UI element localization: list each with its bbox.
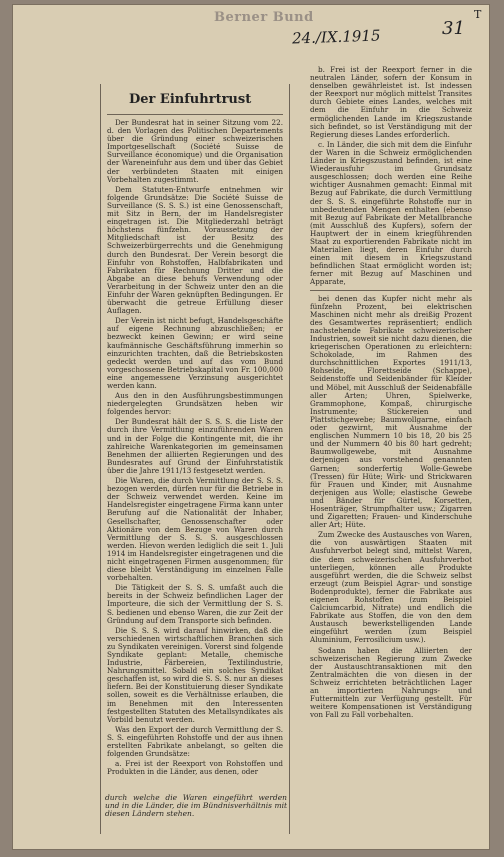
paragraph: Zum Zwecke des Austausches von Waren, die von auswärtigen Staaten mit Ausfuhrverbot belegt sind, mittelst Waren, die dem schweizerischen Ausfuhrverbot unterliegen, können alle Produkte ausgeführt werden, die die Schweiz selbst erzeugt (zum Beispiel Agrar- und sonstige Bodenprodukte), ferner die Fabrikate aus eigenen Rohstoffen (zum Beispiel Calciumcarbid, Nitrate) und endlich die Fabrikate aus Stoffen, die von den dem Austausch bewerkstelligenden Lande eingeführt werden (zum Beispiel Aluminium, Ferrosilicium usw.). (310, 530, 472, 645)
paragraph: bei denen das Kupfer nicht mehr als fünfzehn Prozent, bei elektrischen Maschinen nicht mehr als dreißig Prozent des Gesamtwertes repräsentiert; endlich nachstehende Fabrikate schweizerischer Industrien, soweit sie nicht dazu dienen, die kriegerischen Operationen zu erleichtern: Schokolade, im Rahmen des durchschnittlichen Exportes 1911/13, Rohseide, Florettseide (Schappe), Seidenstoffe und Seidenbänder für Kleider und Möbel, mit Ausschluß der Seidenabfälle aller Arten; Uhren, Spielwerke, Grammophone, Kompaß, chirurgische Instrumente; Stickereien und Plattstichgewebe; Baumwollgarne, einfach oder gezwirnt, mit Ausnahme der englischen Nummern 10 bis 18, 20 bis 25 und der Nummern 40 bis 80 hart gedreht; Baumwollgewebe, mit Ausnahme derjenigen aus vorstehend genannten Garnen; sonderfertig Wolle-Gewebe (Tressen) für Hüte; Wirk- und Strickwaren für Frauen und Kinder, mit Ausnahme derjenigen aus Wolle; elastische Gewebe und Bänder für Gürtel, Korsetten, Hosenträger, Strumpfhalter usw.; Zigarren und Zigaretten; Frauen- und Kinderschuhe aller Art; Hüte. (310, 293, 472, 530)
paragraph: Die Waren, die durch Vermittlung der S. S. S. bezogen werden, dürfen nur für die Betriebe in der Schweiz verwendet werden. Keine im Handelsregister eingetragene Firma kann unter Berufung auf die Nationalität der Inhaber, Gesellschafter, Genossenschafter oder Aktionäre von dem Bezuge von Waren durch Vermittlung der S. S. S. ausgeschlossen werden. Hievon werden lediglich die seit 1. Juli 1914 im Handelsregister eingetragenen und die nicht eingetragenen Firmen ausgenommen; für diese bleibt Verständigung im einzelnen Falle vorbehalten. (107, 476, 283, 583)
paragraph: Der Bundesrat hält der S. S. S. die Liste der durch ihre Vermittlung einzuführenden Waren und in der Folge die Kontingente mit, die ihr zahlreiche Warenkategorien im gemeinsamen Benehmen der alliierten Regierungen und des Bundesrates auf Grund der Einfuhrstatistik über die Jahre 1911/13 festgesetzt werden. (107, 417, 283, 475)
paragraph: Was den Export der durch Vermittlung der S. S. S. eingeführten Rohstoffe und der aus ihnen erstellten Fabrikate anbelangt, so gelten die folgenden Grundsätze: (107, 724, 283, 759)
article-right-column (306, 65, 476, 720)
paragraph: Die S. S. S. wird darauf hinwirken, daß die verschiedenen wirtschaftlichen Branchen sich zu Syndikaten vereinigen. Vorerst sind folgende Syndikate geplant: Metalle, chemische Industrie, Färbereien, Textilindustrie, Nahrungsmittel. Sobald ein solches Syndikat geschaffen ist, so wird die S. S. S. nur an dieses liefern. Bei der Konstituierung dieser Syndikate sollen, soweit es die Verhältnisse erlauben, die im Benehmen mit den Interessenten festgestellten Statuten des Metallsyndikates als Vorbild benutzt werden. (107, 625, 283, 724)
newspaper-clipping (12, 4, 490, 850)
paragraph: Der Bundesrat hat in seiner Sitzung vom 22. d. den Vorlagen des Politischen Departements über die Gründung einer schweizerischen Importgesellschaft (Société Suisse de Surveillance économique) und die Organisation der Wareneinfuhr aus dem und über das Gebiet der verbündeten Staaten mit einigen Vorbehalten zugestimmt. (107, 118, 283, 184)
handwritten-continuation: durch welche die Waren eingeführt werden und in die Länder, die im Bündnisverhältnis mit diesen Ländern stehen. (105, 793, 287, 819)
title-divider (107, 114, 283, 115)
page-mark: T (474, 8, 482, 21)
article-title: Der Einfuhrtrust (129, 92, 252, 107)
masthead-stamp: Berner Bund (214, 10, 314, 25)
paragraph: c. In Länder, die sich mit dem die Einfuhr der Waren in die Schweiz ermöglichenden Länder in Kriegszustand befinden, ist eine Wiederausfuhr im Grundsatz ausgeschlossen; doch werden eine Reihe wichtiger Ausnahmen gemacht: Einmal mit Bezug auf Fabrikate, die durch Vermittlung der S. S. S. eingeführte Rohstoffe nur in unbedeutenden Mengen enthalten (ebenso mit Bezug auf Fabrikate der Metallbranche (mit Ausschluß des Kupfers), sofern der Hauptwert der in einem kriegführenden Staat zu exportierenden Fabrikate nicht im Materialien liegt, deren Einfuhr durch einen mit diesem in Kriegszustand befindlichen Staat ermöglicht worden ist; ferner mit Bezug auf Maschinen und Apparate, (310, 139, 472, 287)
paragraph: Aus den in den Ausführungsbestimmungen niedergelegten Grundsätzen heben wir folgendes hervor: (107, 391, 283, 417)
paragraph: a. Frei ist der Reexport von Rohstoffen und Produkten in die Länder, aus denen, oder (107, 759, 283, 777)
paragraph: b. Frei ist der Reexport ferner in die neutralen Länder, sofern der Konsum in denselben gewährleistet ist. Ist indessen der Reexport nur möglich mittelst Transites durch Gebiete eines Landes, welches mit dem die Einfuhr in die Schweiz ermöglichenden Lande im Kriegszustande sich befindet, so ist Verständigung mit der Regierung dieses Landes erforderlich. (310, 65, 472, 139)
clipping-header (12, 4, 490, 64)
article-left-column (100, 84, 290, 834)
paragraph: Sodann haben die Alliierten der schweizerischen Regierung zum Zwecke der Austauschtransaktionen mit den Zentralmächten die von diesen in der Schweiz errichteten beträchtlichen Lager an importierten Nahrungs- und Futtermitteln zur Verfügung gestellt. Für weitere Kompensationen ist Verständigung von Fall zu Fall vorbehalten. (310, 645, 472, 720)
handwritten-date: 24./IX.1915 (291, 26, 381, 48)
paragraph: Dem Statuten-Entwurfe entnehmen wir folgende Grundsätze: Die Société Suisse de Surveillance (S. S. S.) ist eine Genossenschaft, mit Sitz in Bern, der im Handelsregister eingetragen ist. Die Mitgliederzahl beträgt höchstens fünfzehn. Voraussetzung der Mitgliedschaft ist der Besitz des Schweizerbürgerrechts und die Genehmigung durch den Bundesrat. Der Verein besorgt die Einfuhr von Rohstoffen, Halbfabrikaten und Fabrikaten für Rechnung Dritter und die Abgabe an diese behufs Verwendung oder Verarbeitung in der Schweiz unter den an die Einfuhr der Waren geknüpften Bedingungen. Er überwacht die getreue Erfüllung dieser Auflagen. (107, 184, 283, 316)
column-divider (310, 290, 472, 291)
paragraph: Der Verein ist nicht befugt, Handelsgeschäfte auf eigene Rechnung abzuschließen; er bezweckt keinen Gewinn; er wird seine kaufmännische Geschäftsführung immerhin so einzurichten trachten, daß die Betriebskosten gedeckt werden und auf das vom Bund vorgeschossene Betriebskapital von Fr. 100,000 eine angemessene Verzinsung ausgerichtet werden kann. (107, 316, 283, 390)
handwritten-reference: 31 (442, 18, 465, 39)
paragraph: Die Tätigkeit der S. S. S. umfaßt auch die bereits in der Schweiz befindlichen Lager der Importeure, die sich der Vermittlung der S. S. S. bedienen und ebenso Waren, die zur Zeit der Gründung auf dem Transporte sich befinden. (107, 583, 283, 625)
